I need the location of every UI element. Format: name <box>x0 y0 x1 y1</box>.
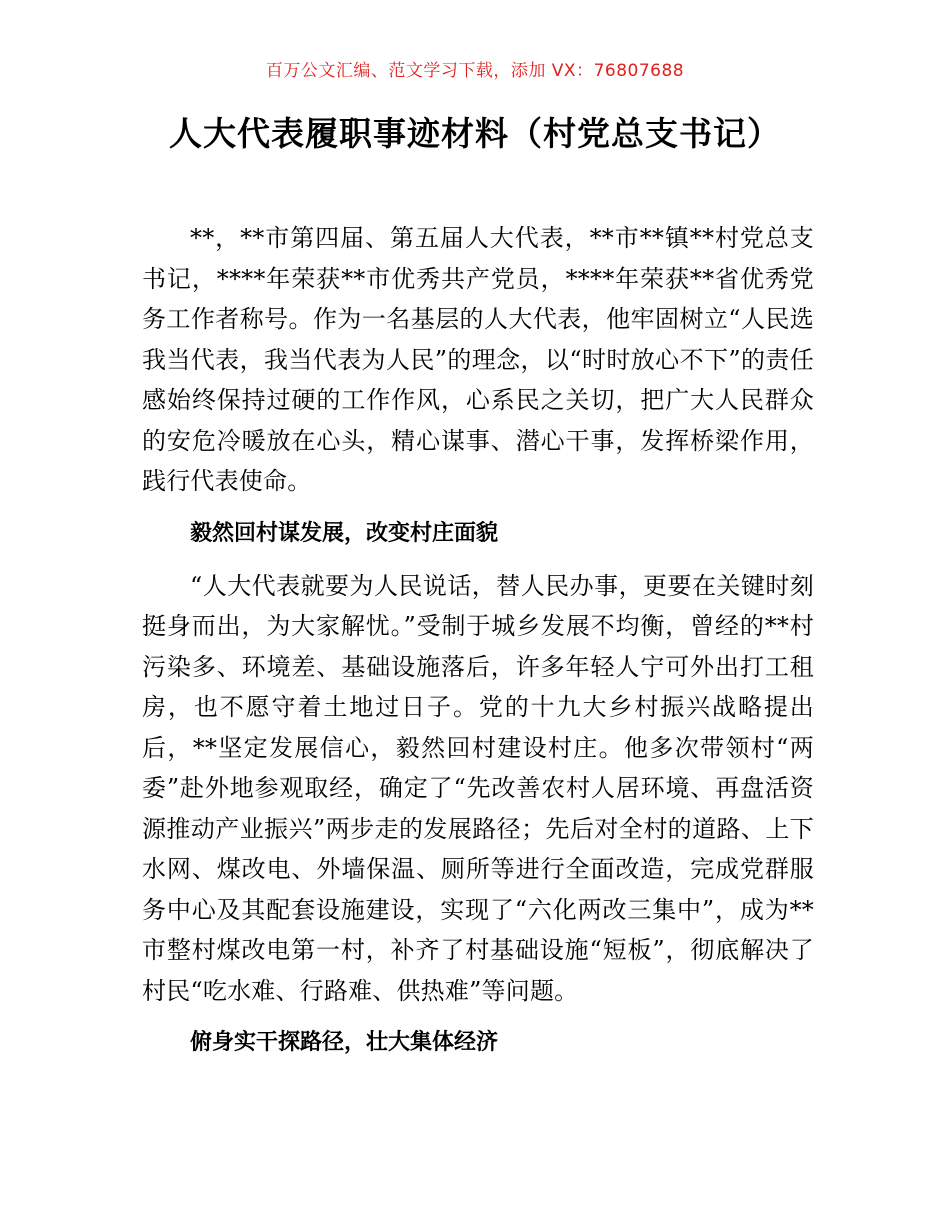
document-title: 人大代表履职事迹材料（村党总支书记） <box>169 114 781 153</box>
watermark-header: 百万公文汇编、范文学习下载，添加 VX：76807688 <box>265 61 685 81</box>
section-paragraph-1: “人大代表就要为人民说话，替人民办事，更要在关键时刻挺身而出，为大家解忧。”受制于城乡发展不均衡，曾经的**村污染多、环境差、基础设施落后，许多年轻人宁可外出打工租房，也不愿守着土地过日子。党的十九大乡村振兴战略提出后，**坚定发展信心，毅然回村建设村庄。他多次带领村“两委”赴外地参观取经，确定了“先改善农村人居环境、再盘活资源推动产业振兴”两步走的发展路径；先后对全村的道路、上下水网、煤改电、外墙保温、厕所等进行全面改造，完成党群服务中心及其配套设施建设，实现了“六化两改三集中”，成为**市整村煤改电第一村，补齐了村基础设施“短板”，彻底解决了村民“吃水难、行路难、供热难”等问题。 <box>142 571 814 1005</box>
section-heading-2: 俯身实干探路径，壮大集体经济 <box>190 1030 499 1055</box>
intro-paragraph: **，**市第四届、第五届人大代表，**市**镇**村党总支书记，****年荣获**市优秀共产党员，****年荣获**省优秀党务工作者称号。作为一名基层的人大代表，他牢固树立“人民选我当代表，我当代表为人民”的理念，以“时时放心不下”的责任感始终保持过硬的工作作风，心系民之关切，把广大人民群众的安危冷暖放在心头，精心谋事、潜心干事，发挥桥梁作用，践行代表使命。 <box>142 224 814 495</box>
document-body <box>142 218 814 1075</box>
section-heading-1: 毅然回村谋发展，改变村庄面貌 <box>190 520 499 546</box>
